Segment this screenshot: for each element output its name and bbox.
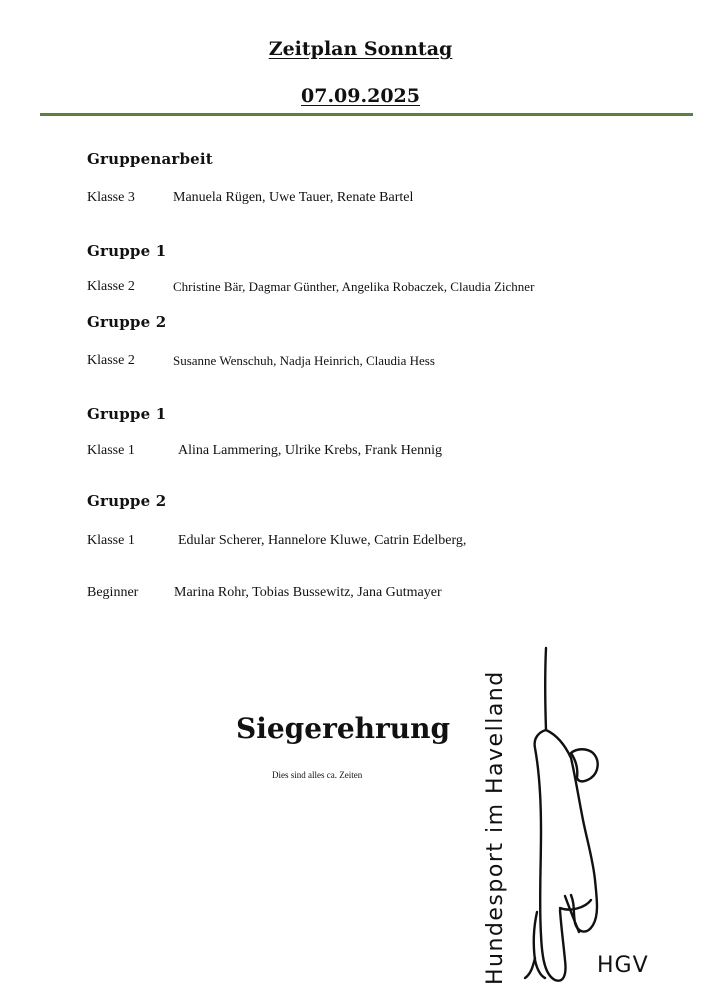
section-heading: Gruppenarbeit — [87, 150, 213, 168]
schedule-row — [87, 443, 442, 459]
logo-text: Hundesport im Havelland — [483, 670, 508, 985]
page-date: 07.09.2025 — [301, 85, 420, 107]
schedule-row — [87, 533, 467, 549]
section-heading: Gruppe 1 — [87, 242, 167, 260]
section-heading: Gruppe 2 — [87, 313, 167, 331]
participant-names: Marina Rohr, Tobias Bussewitz, Jana Gutmayer — [174, 585, 442, 600]
times-note: Dies sind alles ca. Zeiten — [272, 770, 363, 780]
participant-names: Alina Lammering, Ulrike Krebs, Frank Hennig — [178, 443, 442, 458]
schedule-row — [87, 190, 414, 206]
ceremony-heading: Siegerehrung — [236, 712, 451, 745]
participant-names: Christine Bär, Dagmar Günther, Angelika Robaczek, Claudia Zichner — [173, 279, 535, 294]
schedule-row — [87, 279, 535, 295]
participant-names: Susanne Wenschuh, Nadja Heinrich, Claudia Hess — [173, 353, 435, 368]
section-heading: Gruppe 1 — [87, 405, 167, 423]
participant-names: Edular Scherer, Hannelore Kluwe, Catrin Edelberg, — [178, 533, 467, 548]
participant-names: Manuela Rügen, Uwe Tauer, Renate Bartel — [173, 190, 414, 205]
class-label: Klasse 1 — [87, 533, 135, 548]
schedule-row — [87, 353, 435, 369]
section-heading: Gruppe 2 — [87, 492, 167, 510]
class-label: Klasse 2 — [87, 353, 135, 368]
hanging-dog-logo-icon — [475, 640, 695, 990]
header-divider — [40, 113, 693, 116]
class-label: Klasse 3 — [87, 190, 135, 205]
class-label: Klasse 1 — [87, 443, 135, 458]
class-label: Klasse 2 — [87, 279, 135, 294]
class-label: Beginner — [87, 585, 139, 600]
logo-abbr: HGV — [597, 953, 649, 978]
page-title: Zeitplan Sonntag — [268, 38, 453, 60]
schedule-row — [87, 585, 442, 601]
